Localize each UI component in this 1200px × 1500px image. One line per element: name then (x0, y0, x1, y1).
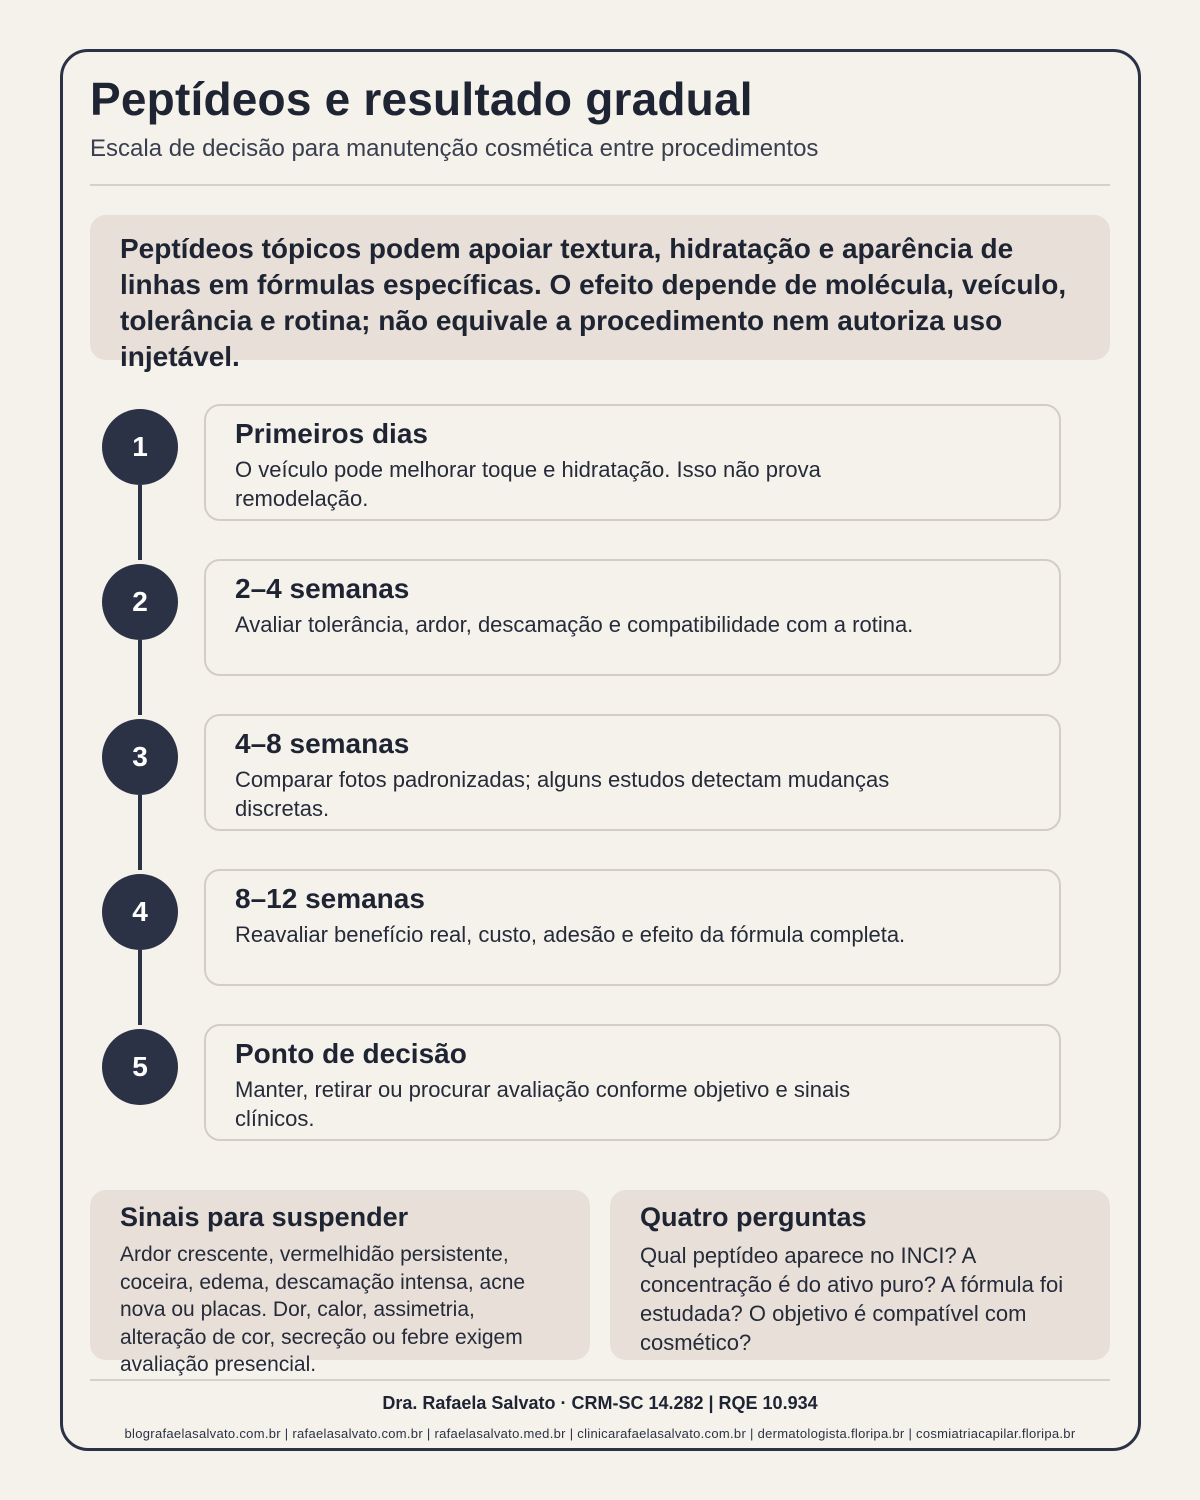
step-description: Reavaliar benefício real, custo, adesão e efeito da fórmula completa. (235, 922, 906, 947)
footer-divider (90, 1379, 1110, 1381)
questions-title: Quatro perguntas (640, 1202, 867, 1232)
questions-text: Qual peptídeo aparece no INCI? A concentração é do ativo puro? A fórmula foi estudada? O objetivo é compatível com cosmético? (640, 1243, 1064, 1355)
step-description: O veículo pode melhorar toque e hidratação. Isso não prova remodelação. (235, 457, 821, 511)
step-title: 4–8 semanas (235, 728, 410, 759)
step-title: Ponto de decisão (235, 1038, 467, 1069)
timeline-connector (138, 640, 142, 715)
page-title: Peptídeos e resultado gradual (90, 73, 753, 125)
header-divider (90, 184, 1110, 186)
timeline-connector (138, 485, 142, 560)
step-description: Manter, retirar ou procurar avaliação conforme objetivo e sinais clínicos. (235, 1077, 851, 1131)
step-title: Primeiros dias (235, 418, 428, 449)
step-number-badge: 4 (102, 874, 178, 950)
suspend-signs-text: Ardor crescente, vermelhidão persistente, coceira, edema, descamação intensa, acne nova ou placas. Dor, calor, assimetria, alteração de cor, secreção ou febre exigem avaliação presencial. (120, 1243, 526, 1376)
timeline-connector (138, 795, 142, 870)
website-list: blografaelasalvato.com.br | rafaelasalvato.com.br | rafaelasalvato.med.br | clinicarafaelasalvato.com.br | dermatologista.floripa.br | cosmiatriacapilar.floripa.br (124, 1426, 1076, 1441)
step-number-badge: 1 (102, 409, 178, 485)
step-number-badge: 5 (102, 1029, 178, 1105)
intro-text: Peptídeos tópicos podem apoiar textura, hidratação e aparência de linhas em fórmulas específicas. O efeito depende de molécula, veículo, tolerância e rotina; não equivale a procedimento nem autoriza uso injetável. (120, 233, 1067, 372)
author-credit: Dra. Rafaela Salvato · CRM-SC 14.282 | RQE 10.934 (382, 1393, 818, 1413)
page-subtitle: Escala de decisão para manutenção cosmética entre procedimentos (90, 135, 819, 162)
timeline-connector (138, 950, 142, 1025)
suspend-signs-title: Sinais para suspender (120, 1202, 409, 1232)
step-description: Avaliar tolerância, ardor, descamação e compatibilidade com a rotina. (235, 612, 914, 637)
step-title: 8–12 semanas (235, 883, 425, 914)
step-title: 2–4 semanas (235, 573, 410, 604)
step-number-badge: 2 (102, 564, 178, 640)
step-description: Comparar fotos padronizadas; alguns estudos detectam mudanças discretas. (235, 767, 890, 821)
step-number-badge: 3 (102, 719, 178, 795)
